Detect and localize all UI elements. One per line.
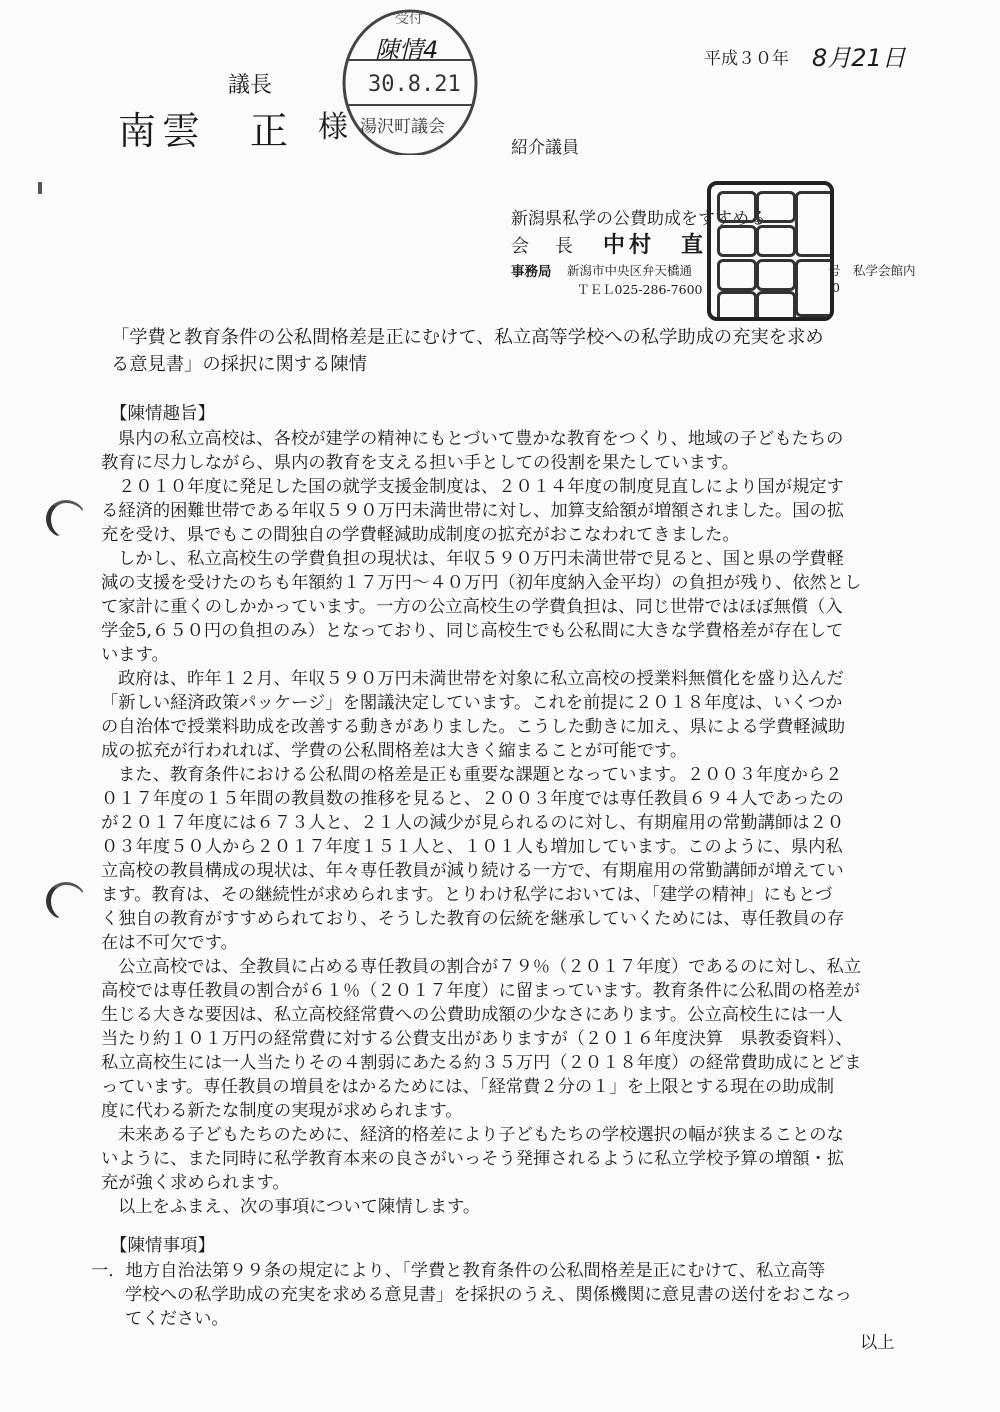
stamp-date: 30.8.21 bbox=[368, 72, 461, 97]
sender-role: 会 長 bbox=[511, 236, 577, 257]
body-line: 成の拡充が行われれば、学費の公私間格差は大きく縮まることが可能です。 bbox=[101, 741, 688, 761]
date-handwritten: 8月21日 bbox=[812, 44, 906, 72]
body-line: ０３年度５０人から２０１７年度１５１人と、１０１人も増加しています。このように、県内私 bbox=[101, 837, 843, 857]
body-line: います。 bbox=[101, 645, 169, 665]
office-tel: ＴＥＬ025-286-7600 bbox=[577, 282, 703, 297]
body-line: 学金5,６５０円の負担のみ）となっており、同じ高校生でも公私間に大きな学費格差が存在して bbox=[101, 621, 844, 641]
request-line: 学校への私学助成の充実を求める意見書」を採択のうえ、関係機関に意見書の送付をおこなっ bbox=[125, 1285, 852, 1305]
office-address-end: 号 私学会館内 bbox=[828, 263, 916, 278]
body-line: しかし、私立高校生の学費負担の現状は、年収５９０万円未満世帯で見ると、国と県の学費軽 bbox=[118, 549, 844, 569]
petition-title-line: る意見書」の採択に関する陳情 bbox=[111, 354, 367, 375]
body-line: っています。専任教員の増員をはかるためには、「経常費２分の１」を上限とする現在の助成制 bbox=[101, 1077, 835, 1097]
sender-name: 中村 直 bbox=[603, 232, 708, 258]
office-tel-end: 0 bbox=[832, 280, 840, 295]
body-line: 教育に尽力しながら、県内の教育を支える担い手としての役割を果たしています。 bbox=[101, 453, 740, 473]
request-line: てください。 bbox=[125, 1309, 229, 1329]
body-line: 以上をふまえ、次の事項について陳情します。 bbox=[118, 1197, 481, 1217]
body-line: いように、また同時に私学教育本来の良さがいっそう発揮されるように私立学校予算の増額・拡 bbox=[101, 1149, 845, 1169]
body-line: 「新しい経済政策パッケージ」を閣議決定しています。これを前提に２０１８年度は、いくつか bbox=[101, 693, 843, 713]
body-line: 立高校の教員構成の現状は、年々専任教員が減り続ける一方で、有期雇用の常勤講師が増えてい bbox=[101, 861, 844, 881]
body-line: 当たり約１０１万円の経常費に対する公費支出がありますが（２０１６年度決算 県教委資料）、 bbox=[101, 1029, 853, 1049]
body-line: 私立高校生には一人当たりその４割弱にあたる約３５万円（２０１８年度）の経常費助成にとどま bbox=[101, 1053, 862, 1073]
body-line: 高校では専任教員の割合が６１％（２０１７年度）に留まっています。教育条件に公私間の格差が bbox=[101, 981, 860, 1001]
date: 平成３０年 bbox=[704, 49, 789, 69]
section-heading-purpose: 【陳情趣旨】 bbox=[110, 404, 215, 424]
body-line: 公立高校では、全教員に占める専任教員の割合が７９％（２０１７年度）であるのに対し、私立 bbox=[118, 957, 862, 977]
body-line: 減の支援を受けたのちも年額約１７万円～４０万円（初年度納入金平均）の負担が残り、依然とし bbox=[101, 573, 862, 593]
body-line: ２０１０年度に発足した国の就学支援金制度は、２０１４年度の制度見直しにより国が規定す bbox=[118, 477, 844, 497]
stamp-top-text: 受付 bbox=[395, 11, 423, 27]
office-address: 新潟市中央区弁天橋通 bbox=[567, 263, 693, 278]
introducer-label: 紹介議員 bbox=[511, 138, 579, 158]
body-line: 度に代わる新たな制度の実現が求められます。 bbox=[101, 1101, 463, 1121]
office-label: 事務局 bbox=[511, 264, 552, 280]
body-line: ０１７年度の１５年間の教員数の推移を見ると、２００３年度では専任教員６９４人であったの bbox=[101, 789, 844, 809]
stamp-org: 湯沢町議会 bbox=[360, 117, 445, 137]
stamp-handwritten: 陳情4 bbox=[375, 36, 439, 64]
addressee-title: 議長 bbox=[228, 73, 273, 98]
addressee-suffix: 様 bbox=[318, 110, 348, 145]
petition-title-line: 「学費と教育条件の公私間格差是正にむけて、私立高等学校への私学助成の充実を求め bbox=[111, 327, 824, 348]
body-line: 充が強く求められます。 bbox=[101, 1173, 290, 1193]
addressee-name: 南雲 正 bbox=[118, 109, 295, 153]
body-line: ます。教育は、その継続性が求められます。とりわけ私学においては、「建学の精神」にもとづ bbox=[101, 885, 833, 905]
scan-speck bbox=[38, 182, 42, 194]
body-line: の自治体で授業料助成を改善する動きがありました。こうした動きに加え、県による学費軽減助 bbox=[101, 717, 846, 737]
closing: 以上 bbox=[860, 1333, 895, 1353]
body-line: る経済的困難世帯である年収５９０万円未満世帯に対し、加算支給額が増額されました。国の拡 bbox=[101, 501, 845, 521]
body-line: 政府は、昨年１２月、年収５９０万円未満世帯を対象に私立高校の授業料無償化を盛り込んだ bbox=[118, 669, 844, 689]
punch-hole bbox=[46, 882, 86, 920]
section-heading-request: 【陳情事項】 bbox=[110, 1236, 215, 1256]
body-line: 生じる大きな要因は、私立高校経常費への公費助成額の少なさにあります。公立高校生には一人 bbox=[101, 1005, 843, 1025]
request-line: 一．地方自治法第９９条の規定により、「学費と教育条件の公私間格差是正にむけて、私立高等 bbox=[91, 1261, 826, 1281]
body-line: 在は不可欠です。 bbox=[101, 933, 238, 953]
punch-hole bbox=[46, 500, 86, 538]
official-seal bbox=[707, 181, 834, 321]
body-line: 県内の私立高校は、各校が建学の精神にもとづいて豊かな教育をつくり、地域の子どもたちの bbox=[118, 429, 844, 449]
sender-org: 新潟県私学の公費助成をすすめる bbox=[511, 209, 767, 229]
body-line: 充を受け、県でもこの間独自の学費軽減助成制度の拡充がおこなわれてきました。 bbox=[101, 525, 740, 545]
body-line: 未来ある子どもたちのために、経済的格差により子どもたちの学校選択の幅が狭まることのな bbox=[118, 1125, 844, 1145]
body-line: て家計に重くのしかかっています。一方の公立高校生の学費負担は、同じ世帯ではほぼ無償（入 bbox=[101, 597, 843, 617]
body-line: また、教育条件における公私間の格差是正も重要な課題となっています。２００３年度から２ bbox=[118, 765, 843, 785]
body-line: く独自の教育がすすめられており、そうした教育の伝統を継承していくためには、専任教員の存 bbox=[101, 909, 845, 929]
body-line: が２０１７年度には６７３人と、２１人の減少が見られるのに対し、有期雇用の常勤講師は２０ bbox=[101, 813, 845, 833]
